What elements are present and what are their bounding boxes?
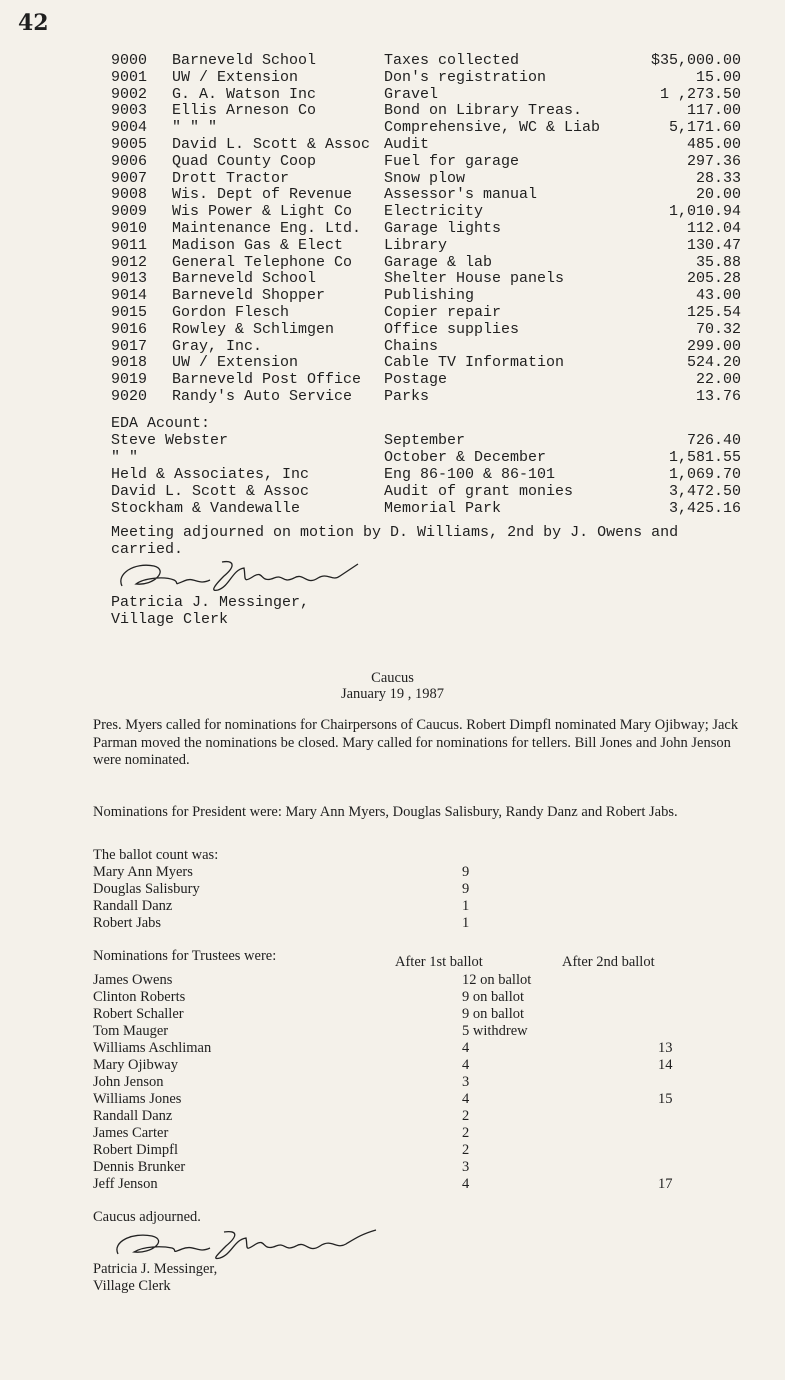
voucher-vendor: Gordon Flesch	[172, 304, 290, 321]
voucher-number: 9012	[111, 253, 148, 271]
col-second-ballot: After 2nd ballot	[562, 954, 655, 970]
eda-vendor: Stockham & Vandewalle	[111, 500, 301, 517]
eda-purpose: September	[384, 432, 466, 449]
eda-row	[111, 500, 741, 517]
trustee-name: Tom Mauger	[93, 1023, 169, 1039]
voucher-amount: 20.00	[695, 186, 741, 204]
vote-count: 1	[462, 915, 470, 931]
voucher-amount: 28.33	[695, 169, 741, 187]
trustee-name: Williams Jones	[93, 1091, 182, 1107]
voucher-row	[111, 69, 741, 86]
voucher-amount: 130.47	[686, 236, 741, 254]
adjournment-note: Meeting adjourned on motion by D. Williams, 2nd by J. Owens and carried.	[111, 524, 679, 558]
voucher-number: 9000	[111, 52, 148, 69]
second-ballot-result: 15	[658, 1091, 673, 1107]
voucher-row	[111, 270, 741, 287]
trustee-name: Robert Dimpfl	[93, 1142, 178, 1158]
first-ballot-result: 3	[462, 1074, 470, 1090]
voucher-row	[111, 203, 741, 220]
voucher-purpose: Don's registration	[384, 68, 547, 86]
voucher-purpose: Electricity	[384, 203, 484, 221]
first-ballot-result: 9 on ballot	[462, 1006, 525, 1022]
voucher-number: 9011	[111, 236, 148, 254]
clerk-name-1: Patricia J. Messinger,	[111, 594, 310, 611]
vote-count: 9	[462, 881, 470, 897]
caucus-title: Caucus	[371, 670, 414, 686]
voucher-purpose: Cable TV Information	[384, 354, 565, 372]
voucher-amount: 125.54	[686, 304, 741, 321]
voucher-number: 9006	[111, 152, 148, 170]
voucher-row	[111, 338, 741, 355]
eda-row	[111, 449, 741, 466]
first-ballot-result: 2	[462, 1108, 470, 1124]
voucher-number: 9003	[111, 102, 148, 120]
voucher-vendor: Barneveld Shopper	[172, 287, 326, 305]
voucher-amount: 112.04	[686, 220, 741, 237]
voucher-amount: 15.00	[695, 68, 741, 86]
voucher-vendor: " " "	[172, 119, 218, 137]
voucher-number: 9001	[111, 68, 148, 86]
voucher-amount: 1 ,273.50	[659, 85, 741, 103]
eda-purpose: Eng 86-100 & 86-101	[384, 466, 556, 483]
voucher-row	[111, 86, 741, 103]
candidate-name: Mary Ann Myers	[93, 864, 193, 880]
voucher-amount: 205.28	[686, 270, 741, 288]
first-ballot-result: 4	[462, 1057, 470, 1073]
voucher-amount: 1,010.94	[668, 203, 741, 221]
ballot-heading: The ballot count was:	[93, 847, 219, 863]
president-ballot-row	[93, 915, 713, 932]
eda-purpose: Memorial Park	[384, 500, 502, 517]
trustee-row	[93, 972, 713, 989]
voucher-number: 9019	[111, 371, 148, 389]
voucher-row	[111, 388, 741, 405]
eda-vendor: " "	[111, 449, 139, 466]
voucher-row	[111, 153, 741, 170]
voucher-vendor: Wis. Dept of Revenue	[172, 186, 353, 204]
voucher-purpose: Bond on Library Treas.	[384, 102, 583, 120]
voucher-amount: 5,171.60	[668, 119, 741, 137]
trustee-row	[93, 1108, 713, 1125]
trustee-header-row	[93, 948, 713, 970]
eda-amount: 1,581.55	[668, 449, 741, 466]
voucher-row	[111, 354, 741, 371]
voucher-purpose: Postage	[384, 371, 448, 389]
voucher-amount: 35.88	[695, 253, 741, 271]
eda-heading: EDA Acount:	[111, 415, 211, 432]
voucher-vendor: Barneveld School	[172, 52, 317, 69]
voucher-purpose: Audit	[384, 136, 430, 153]
voucher-row	[111, 102, 741, 119]
first-ballot-result: 9 on ballot	[462, 989, 525, 1005]
voucher-amount: 13.76	[695, 388, 741, 405]
eda-vendor: Steve Webster	[111, 432, 229, 449]
vote-count: 9	[462, 864, 470, 880]
voucher-purpose: Chains	[384, 337, 439, 355]
trustee-row	[93, 1040, 713, 1057]
eda-row	[111, 483, 741, 500]
voucher-vendor: Maintenance Eng. Ltd.	[172, 220, 362, 237]
voucher-vendor: Ellis Arneson Co	[172, 102, 317, 120]
voucher-row	[111, 237, 741, 254]
voucher-vendor: Barneveld School	[172, 270, 317, 288]
trustee-row	[93, 1142, 713, 1159]
eda-amount: 3,472.50	[668, 483, 741, 500]
trustee-row	[93, 1159, 713, 1176]
voucher-number: 9013	[111, 270, 148, 288]
voucher-row	[111, 371, 741, 388]
eda-purpose: October & December	[384, 449, 547, 466]
caucus-chair-paragraph: Pres. Myers called for nominations for Chairpersons of Caucus. Robert Dimpfl nominated Mary Ojibway; Jack Parman moved the nominations be closed. Mary called for nominations for tellers. Bill Jones and John Jenson were nominated.	[93, 717, 739, 768]
eda-amount: 726.40	[686, 432, 741, 449]
voucher-vendor: Gray, Inc.	[172, 337, 263, 355]
voucher-purpose: Shelter House panels	[384, 270, 565, 288]
voucher-vendor: David L. Scott & Assoc	[172, 136, 371, 153]
voucher-amount: 117.00	[686, 102, 741, 120]
voucher-vendor: Drott Tractor	[172, 169, 290, 187]
voucher-vendor: Randy's Auto Service	[172, 388, 353, 405]
voucher-purpose: Gravel	[384, 85, 439, 103]
voucher-number: 9016	[111, 320, 148, 338]
eda-amount: 3,425.16	[668, 500, 741, 517]
voucher-amount: 70.32	[695, 320, 741, 338]
first-ballot-result: 2	[462, 1125, 470, 1141]
voucher-number: 9004	[111, 119, 148, 137]
voucher-vendor: Quad County Coop	[172, 152, 317, 170]
eda-purpose: Audit of grant monies	[384, 483, 574, 500]
trustee-name: Clinton Roberts	[93, 989, 186, 1005]
president-ballot-row	[93, 864, 713, 881]
president-ballot-row	[93, 898, 713, 915]
voucher-vendor: Madison Gas & Elect	[172, 236, 344, 254]
candidate-name: Douglas Salisbury	[93, 881, 200, 897]
trustee-name: Jeff Jenson	[93, 1176, 158, 1192]
trustee-name: Williams Aschliman	[93, 1040, 212, 1056]
voucher-purpose: Garage lights	[384, 220, 502, 237]
voucher-row	[111, 254, 741, 271]
second-ballot-result: 14	[658, 1057, 673, 1073]
eda-amount: 1,069.70	[668, 466, 741, 483]
first-ballot-result: 4	[462, 1091, 470, 1107]
voucher-purpose: Copier repair	[384, 304, 502, 321]
voucher-purpose: Parks	[384, 388, 430, 405]
first-ballot-result: 4	[462, 1040, 470, 1056]
first-ballot-result: 3	[462, 1159, 470, 1175]
voucher-amount: 524.20	[686, 354, 741, 372]
voucher-vendor: UW / Extension	[172, 68, 299, 86]
voucher-purpose: Fuel for garage	[384, 152, 520, 170]
clerk-signature-2	[110, 1226, 380, 1266]
first-ballot-result: 4	[462, 1176, 470, 1192]
voucher-amount: $35,000.00	[650, 52, 741, 69]
voucher-vendor: General Telephone Co	[172, 253, 353, 271]
trustee-row	[93, 1074, 713, 1091]
voucher-row	[111, 287, 741, 304]
eda-row	[111, 466, 741, 483]
voucher-row	[111, 186, 741, 203]
voucher-purpose: Taxes collected	[384, 52, 520, 69]
voucher-row	[111, 220, 741, 237]
voucher-purpose: Publishing	[384, 287, 475, 305]
voucher-number: 9005	[111, 136, 148, 153]
trustee-name: James Carter	[93, 1125, 169, 1141]
president-nominations-paragraph: Nominations for President were: Mary Ann Myers, Douglas Salisbury, Randy Danz and Robert Jabs.	[93, 804, 678, 820]
voucher-purpose: Snow plow	[384, 169, 466, 187]
president-ballot-row	[93, 881, 713, 898]
trustee-row	[93, 1091, 713, 1108]
voucher-number: 9014	[111, 287, 148, 305]
clerk-signature-1	[114, 556, 364, 598]
trustee-row	[93, 989, 713, 1006]
vote-count: 1	[462, 898, 470, 914]
voucher-amount: 299.00	[686, 337, 741, 355]
voucher-number: 9015	[111, 304, 148, 321]
voucher-amount: 22.00	[695, 371, 741, 389]
voucher-number: 9007	[111, 169, 148, 187]
clerk-title-2: Village Clerk	[93, 1278, 171, 1294]
trustee-name: Dennis Brunker	[93, 1159, 186, 1175]
caucus-adjourned: Caucus adjourned.	[93, 1209, 201, 1225]
trustee-name: James Owens	[93, 972, 173, 988]
eda-row	[111, 432, 741, 449]
voucher-row	[111, 52, 741, 69]
voucher-number: 9010	[111, 220, 148, 237]
voucher-amount: 43.00	[695, 287, 741, 305]
page-number: 42	[18, 10, 49, 36]
trustee-row	[93, 1125, 713, 1142]
voucher-purpose: Library	[384, 236, 448, 254]
caucus-date: January 19 , 1987	[340, 686, 445, 702]
voucher-row	[111, 170, 741, 187]
voucher-purpose: Assessor's manual	[384, 186, 538, 204]
voucher-row	[111, 119, 741, 136]
voucher-row	[111, 321, 741, 338]
trustee-heading: Nominations for Trustees were:	[93, 948, 277, 964]
second-ballot-result: 17	[658, 1176, 673, 1192]
voucher-vendor: Rowley & Schlimgen	[172, 320, 335, 338]
voucher-number: 9008	[111, 186, 148, 204]
trustee-row	[93, 1176, 713, 1193]
clerk-title-1: Village Clerk	[111, 611, 229, 628]
voucher-row	[111, 136, 741, 153]
trustee-row	[93, 1023, 713, 1040]
voucher-number: 9017	[111, 337, 148, 355]
candidate-name: Randall Danz	[93, 898, 173, 914]
second-ballot-result: 13	[658, 1040, 673, 1056]
voucher-number: 9020	[111, 388, 148, 405]
voucher-number: 9018	[111, 354, 148, 372]
first-ballot-result: 2	[462, 1142, 470, 1158]
trustee-name: Mary Ojibway	[93, 1057, 178, 1073]
voucher-vendor: G. A. Watson Inc	[172, 85, 317, 103]
candidate-name: Robert Jabs	[93, 915, 162, 931]
voucher-purpose: Comprehensive, WC & Liab	[384, 119, 601, 137]
first-ballot-result: 12 on ballot	[462, 972, 532, 988]
voucher-number: 9002	[111, 85, 148, 103]
clerk-name-2: Patricia J. Messinger,	[93, 1261, 218, 1277]
col-first-ballot: After 1st ballot	[395, 954, 483, 970]
voucher-vendor: Wis Power & Light Co	[172, 203, 353, 221]
first-ballot-result: 5 withdrew	[462, 1023, 528, 1039]
voucher-row	[111, 304, 741, 321]
eda-vendor: Held & Associates, Inc	[111, 466, 310, 483]
voucher-amount: 297.36	[686, 152, 741, 170]
voucher-number: 9009	[111, 203, 148, 221]
trustee-row	[93, 1006, 713, 1023]
eda-vendor: David L. Scott & Assoc	[111, 483, 310, 500]
voucher-vendor: Barneveld Post Office	[172, 371, 362, 389]
voucher-purpose: Garage & lab	[384, 253, 493, 271]
voucher-vendor: UW / Extension	[172, 354, 299, 372]
trustee-row	[93, 1057, 713, 1074]
trustee-name: Robert Schaller	[93, 1006, 184, 1022]
trustee-name: John Jenson	[93, 1074, 164, 1090]
trustee-name: Randall Danz	[93, 1108, 173, 1124]
voucher-amount: 485.00	[686, 136, 741, 153]
voucher-purpose: Office supplies	[384, 320, 520, 338]
